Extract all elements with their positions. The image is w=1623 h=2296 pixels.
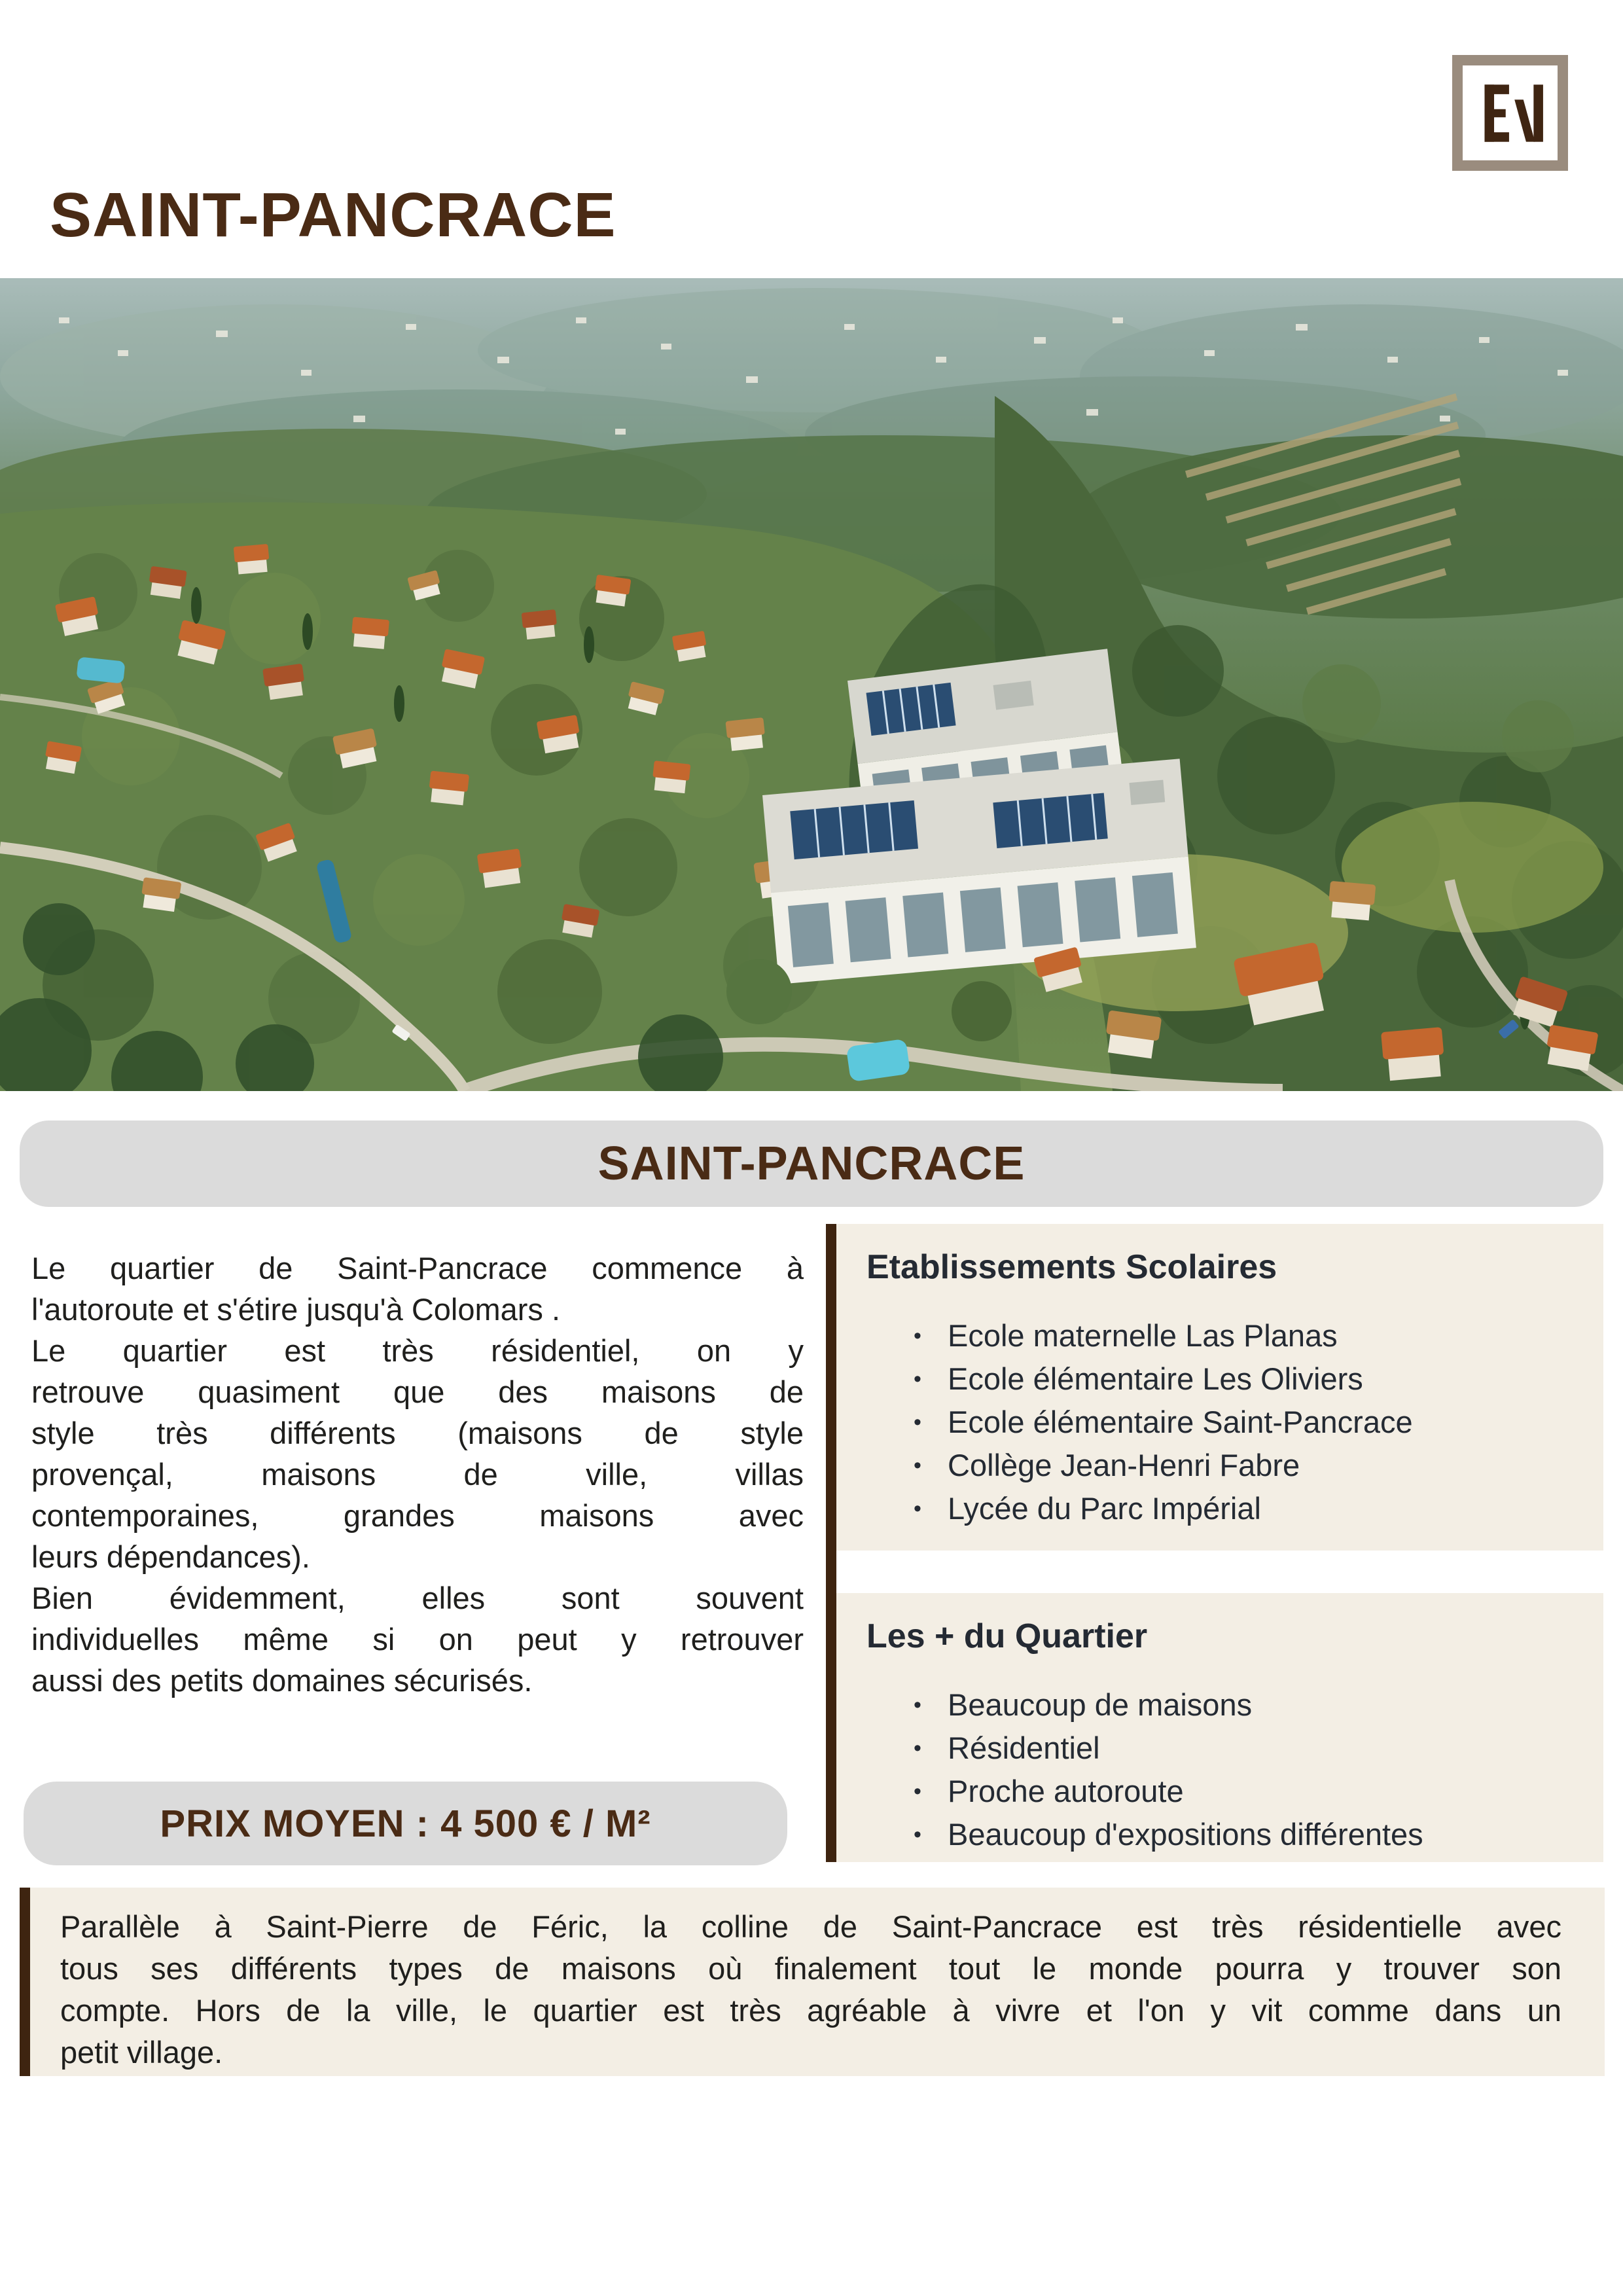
schools-panel [836, 1224, 1603, 1551]
quartier-plus-item [910, 1727, 1577, 1770]
banner-label: SAINT-PANCRACE [597, 1138, 1026, 1190]
text-line: provençal, maisons de ville, villas [31, 1457, 804, 1492]
school-list-item [910, 1444, 1577, 1487]
section-banner [20, 1121, 1603, 1207]
average-price-label: PRIX MOYEN : 4 500 € / M² [160, 1802, 651, 1845]
schools-list [866, 1314, 1577, 1530]
bullet-icon: • [914, 1779, 921, 1804]
text-line: compte. Hors de la ville, le quartier est très agréable à vivre et l'on y vit comme dans un [60, 1993, 1561, 2028]
text-line: petit village. [60, 2035, 223, 2070]
bullet-icon: • [914, 1822, 921, 1847]
quartier-plus-list [866, 1683, 1577, 1856]
school-item-label: Lycée du Parc Impérial [948, 1491, 1261, 1526]
bullet-icon: • [914, 1693, 921, 1717]
quartier-plus-item-label: Beaucoup d'expositions différentes [948, 1817, 1423, 1852]
text-line: Le quartier est très résidentiel, on y [31, 1333, 804, 1368]
text-line: individuelles même si on peut y retrouver [31, 1622, 804, 1657]
en-logo-icon [1476, 79, 1544, 147]
description-paragraph-3 [31, 1577, 804, 1701]
description-paragraph-1 [31, 1247, 804, 1330]
bullet-icon: • [914, 1496, 921, 1521]
quartier-plus-item [910, 1683, 1577, 1727]
info-panels [826, 1224, 1603, 1862]
school-item-label: Ecole maternelle Las Planas [948, 1318, 1338, 1353]
text-line: contemporaines, grandes maisons avec [31, 1498, 804, 1533]
summary-note-text [30, 1888, 1605, 2076]
text-line: l'autoroute et s'étire jusqu'à Colomars . [31, 1292, 561, 1327]
apartment-building-lower [762, 759, 1196, 984]
text-line: retrouve quasiment que des maisons de [31, 1374, 804, 1409]
quartier-plus-panel [836, 1593, 1603, 1862]
school-list-item [910, 1401, 1577, 1444]
school-item-label: Collège Jean-Henri Fabre [948, 1448, 1300, 1482]
bullet-icon: • [914, 1323, 921, 1348]
panel-accent-bar [826, 1224, 836, 1862]
aerial-photo [0, 278, 1623, 1091]
note-accent-bar [20, 1888, 30, 2076]
quartier-plus-item-label: Beaucoup de maisons [948, 1687, 1253, 1722]
description-paragraph-2 [31, 1330, 804, 1577]
brand-logo [1452, 55, 1568, 171]
quartier-plus-heading: Les + du Quartier [866, 1617, 1148, 1655]
text-line: Parallèle à Saint-Pierre de Féric, la colline de Saint-Pancrace est très résidentielle avec [60, 1909, 1561, 1944]
school-item-label: Ecole élémentaire Les Oliviers [948, 1361, 1363, 1396]
average-price-badge [24, 1782, 787, 1865]
quartier-plus-item-label: Proche autoroute [948, 1774, 1184, 1808]
page-title: SAINT-PANCRACE [50, 180, 616, 250]
text-line: leurs dépendances). [31, 1539, 310, 1574]
text-line: aussi des petits domaines sécurisés. [31, 1663, 533, 1698]
school-item-label: Ecole élémentaire Saint-Pancrace [948, 1405, 1413, 1439]
bullet-icon: • [914, 1453, 921, 1478]
bullet-icon: • [914, 1367, 921, 1391]
aerial-photo-illustration [0, 278, 1623, 1091]
summary-note [20, 1888, 1605, 2076]
text-line: Bien évidemment, elles sont souvent [31, 1581, 804, 1615]
quartier-plus-item-label: Résidentiel [948, 1731, 1100, 1765]
school-list-item [910, 1487, 1577, 1530]
text-line: style très différents (maisons de style [31, 1416, 804, 1450]
bullet-icon: • [914, 1736, 921, 1761]
school-list-item [910, 1314, 1577, 1357]
school-list-item [910, 1357, 1577, 1401]
description-text [31, 1247, 804, 1701]
schools-heading: Etablissements Scolaires [866, 1248, 1277, 1286]
quartier-plus-item [910, 1770, 1577, 1813]
quartier-plus-item [910, 1813, 1577, 1856]
text-line: Le quartier de Saint-Pancrace commence à [31, 1251, 804, 1285]
bullet-icon: • [914, 1410, 921, 1435]
text-line: tous ses différents types de maisons où finalement tout le monde pourra y trouver son [60, 1951, 1561, 1986]
